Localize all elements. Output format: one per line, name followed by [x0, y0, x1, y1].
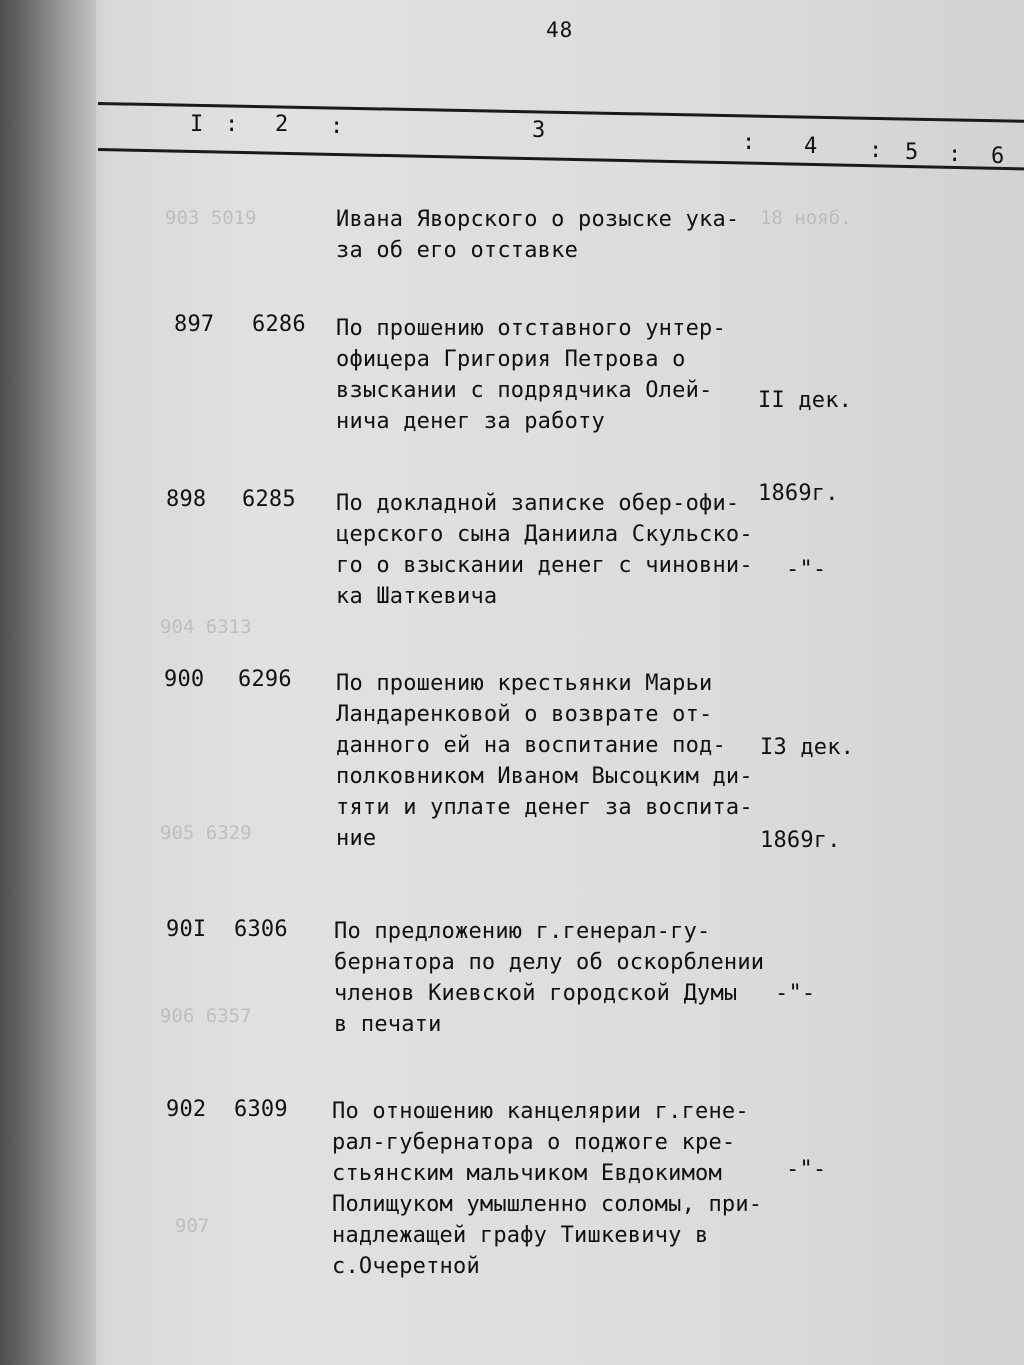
description-line: Ландаренковой о возврате от- — [336, 702, 713, 727]
bleed-through-text: 18 нояб. — [760, 207, 852, 229]
column-separator: : — [948, 142, 962, 167]
column-header-2: 2 — [275, 112, 289, 137]
description-line: членов Киевской городской Думы — [334, 981, 738, 1006]
date-line: -"- — [786, 1157, 827, 1182]
bleed-through-text: 903 5019 — [165, 207, 257, 229]
date-line: 1869г. — [760, 828, 841, 853]
entry-date — [760, 670, 854, 918]
entry-number: 90I — [166, 917, 207, 942]
column-separator: : — [869, 138, 883, 163]
description-line: церского сына Даниила Скульско- — [336, 522, 753, 547]
left-page-shadow — [0, 0, 96, 1365]
entry-number: 900 — [164, 667, 205, 692]
description-line: го о взыскании денег с чиновни- — [336, 553, 753, 578]
description-line: По докладной записке обер-офи- — [336, 491, 740, 516]
page-number: 48 — [546, 18, 574, 42]
header-bottom-rule — [98, 148, 1024, 170]
entry-case-number: 6309 — [234, 1097, 288, 1122]
description-line: стьянским мальчиком Евдокимом — [332, 1161, 722, 1186]
bleed-through-text: 907 — [175, 1215, 210, 1237]
entry-description — [334, 916, 779, 1040]
entry-description — [336, 313, 781, 437]
column-header-5: 5 — [905, 140, 919, 165]
description-line: офицера Григория Петрова о — [336, 347, 686, 372]
date-line: -"- — [786, 557, 827, 582]
description-line: ка Шаткевича — [336, 584, 498, 609]
column-header-1: I — [190, 112, 204, 137]
entry-number: 898 — [166, 487, 207, 512]
description-line: за об его отставке — [336, 238, 579, 263]
entry-date — [786, 492, 867, 647]
date-line: 1869г. — [758, 481, 839, 506]
column-separator: : — [225, 112, 239, 137]
entry-description — [336, 488, 781, 612]
description-line: данного ей на воспитание под- — [336, 733, 726, 758]
column-header-6: 6 — [991, 144, 1005, 169]
entry-number: 902 — [166, 1097, 207, 1122]
column-header-3: 3 — [532, 118, 546, 143]
description-line: в печати — [334, 1012, 442, 1037]
description-line: По прошению крестьянки Марьи — [336, 671, 713, 696]
entry-description — [332, 1096, 777, 1282]
bleed-through-text: 904 6313 — [160, 616, 252, 638]
date-line: I3 дек. — [760, 735, 855, 760]
column-header-4: 4 — [804, 134, 818, 159]
description-line: тяти и уплате денег за воспита- — [336, 795, 753, 820]
entry-date — [775, 916, 856, 1071]
description-line: По отношению канцелярии г.гене- — [332, 1099, 749, 1124]
description-line: По предложению г.генерал-гу- — [334, 919, 711, 944]
description-line: Полищуком умышленно соломы, при- — [332, 1192, 763, 1217]
description-line: полковником Иваном Высоцким ди- — [336, 764, 753, 789]
description-line: ние — [336, 826, 377, 851]
description-line: рал-губернатора о поджоге кре- — [332, 1130, 736, 1155]
entry-case-number: 6296 — [238, 667, 292, 692]
entry-case-number: 6306 — [234, 917, 288, 942]
entry-date — [786, 1092, 867, 1247]
description-line: бернатора по делу об оскорблении — [334, 950, 765, 975]
description-line: нича денег за работу — [336, 409, 605, 434]
bleed-through-text: 906 6357 — [160, 1005, 252, 1027]
entry-description — [336, 204, 781, 266]
date-line: II дек. — [758, 388, 853, 413]
entry-number: 897 — [174, 312, 215, 337]
entry-description — [336, 668, 781, 854]
description-line: Ивана Яворского о розыске ука- — [336, 207, 740, 232]
column-separator: : — [742, 130, 756, 155]
description-line: надлежащей графу Тишкевичу в — [332, 1223, 709, 1248]
bleed-through-text: 905 6329 — [160, 822, 252, 844]
description-line: с.Очеретной — [332, 1254, 480, 1279]
column-separator: : — [330, 114, 344, 139]
description-line: взыскании с подрядчика Олей- — [336, 378, 713, 403]
description-line: По прошению отставного унтер- — [336, 316, 726, 341]
entry-case-number: 6286 — [252, 312, 306, 337]
date-line: -"- — [775, 981, 816, 1006]
entry-case-number: 6285 — [242, 487, 296, 512]
